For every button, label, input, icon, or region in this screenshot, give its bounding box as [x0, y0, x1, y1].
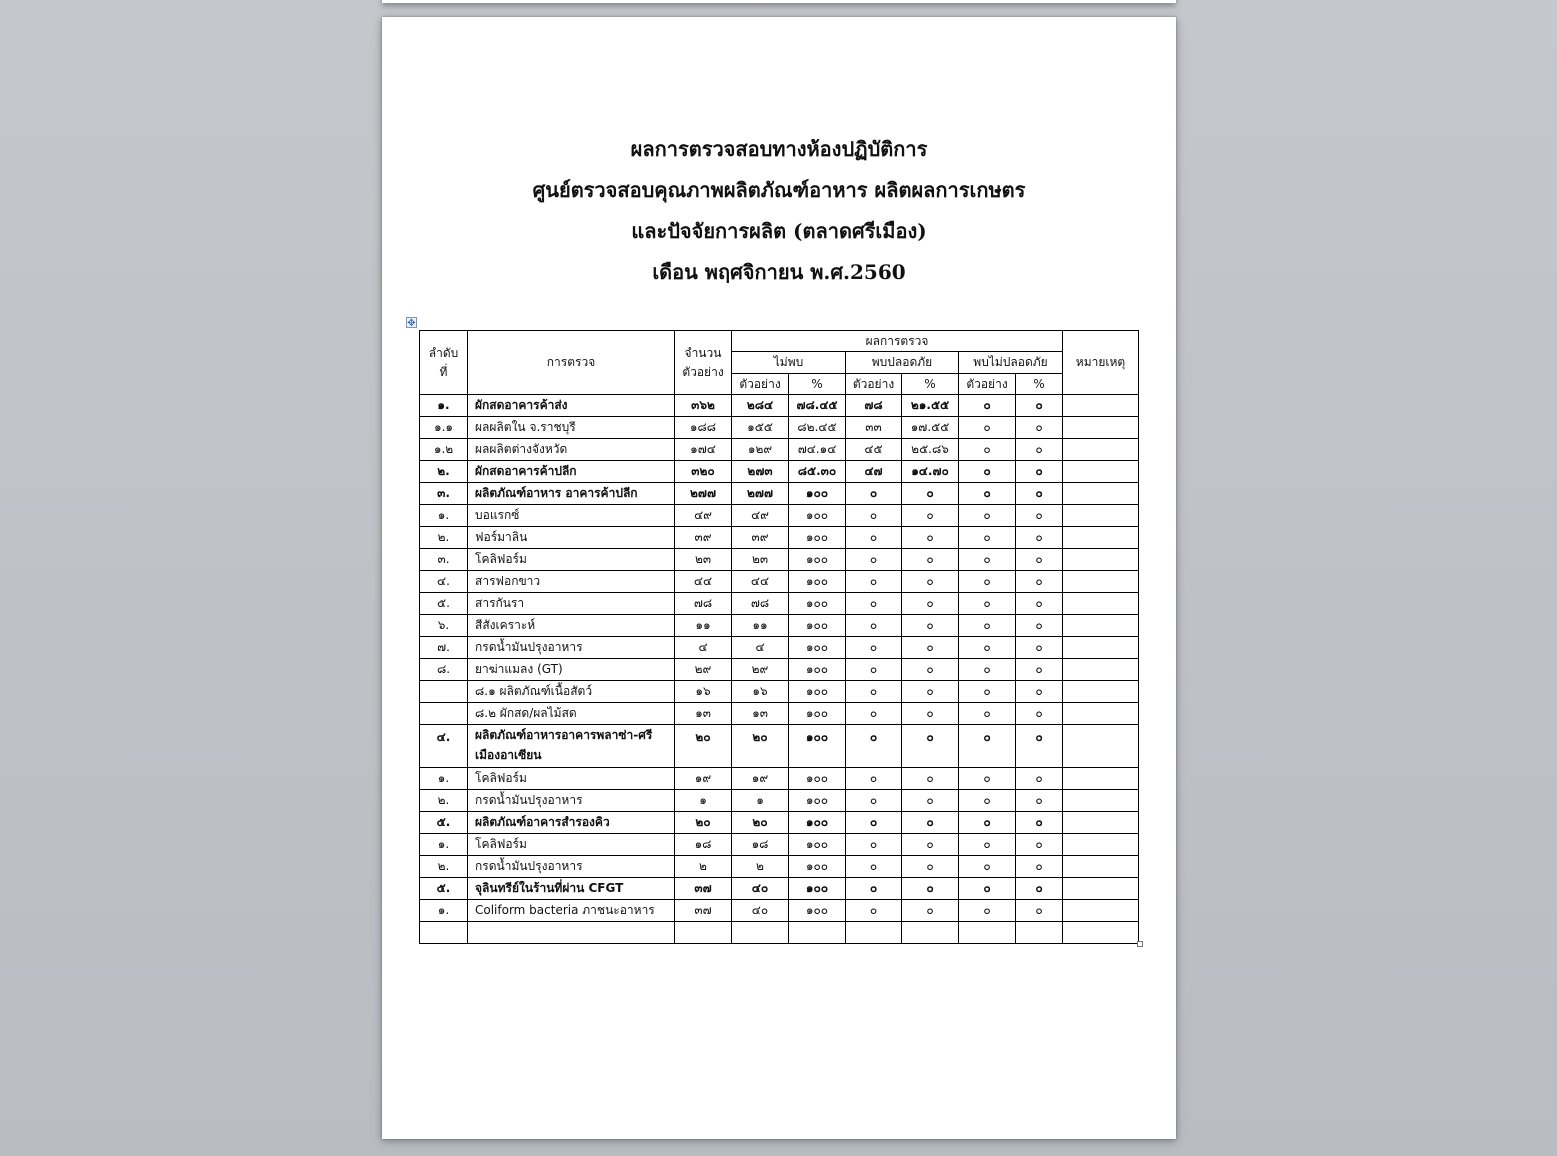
cell-found-unsafe-percent: ๐ [1016, 878, 1063, 900]
cell-found-unsafe-percent: ๐ [1016, 790, 1063, 812]
cell-count: ๒๙ [675, 659, 732, 681]
cell-remark [1063, 834, 1139, 856]
cell-found-unsafe-percent: ๐ [1016, 812, 1063, 834]
cell-found-unsafe-sample: ๐ [959, 615, 1016, 637]
table-row [420, 549, 1139, 571]
cell-not-found-percent [789, 922, 846, 944]
cell-not-found-percent: ๑๐๐ [789, 703, 846, 725]
table-row [420, 922, 1139, 944]
cell-inspection: ฟอร์มาลิน [468, 527, 675, 549]
cell-order: ๒. [420, 856, 468, 878]
header-results: ผลการตรวจ [732, 331, 1063, 352]
cell-not-found-percent: ๑๐๐ [789, 615, 846, 637]
cell-found-unsafe-percent: ๐ [1016, 703, 1063, 725]
cell-not-found-percent: ๑๐๐ [789, 812, 846, 834]
cell-count: ๒๗๗ [675, 483, 732, 505]
cell-inspection: โคลิฟอร์ม [468, 549, 675, 571]
table-row [420, 571, 1139, 593]
cell-inspection: ผลผลิตใน จ.ราชบุรี [468, 417, 675, 439]
cell-count: ๔๙ [675, 505, 732, 527]
cell-remark [1063, 659, 1139, 681]
cell-found-safe-sample: ๐ [846, 571, 902, 593]
cell-order: ๑. [420, 834, 468, 856]
cell-found-unsafe-sample: ๐ [959, 834, 1016, 856]
cell-found-unsafe-percent [1016, 922, 1063, 944]
cell-order: ๑. [420, 768, 468, 790]
cell-count: ๑๙ [675, 768, 732, 790]
cell-found-safe-sample: ๐ [846, 790, 902, 812]
cell-found-unsafe-sample: ๐ [959, 527, 1016, 549]
header-remarks: หมายเหตุ [1063, 331, 1139, 395]
cell-inspection: จุลินทรีย์ในร้านที่ผ่าน CFGT [468, 878, 675, 900]
cell-count: ๓๗ [675, 878, 732, 900]
cell-order: ๒. [420, 790, 468, 812]
cell-order: ๗. [420, 637, 468, 659]
cell-found-safe-sample: ๐ [846, 703, 902, 725]
cell-not-found-sample: ๔ [732, 637, 789, 659]
cell-not-found-sample: ๔๙ [732, 505, 789, 527]
cell-not-found-percent: ๑๐๐ [789, 834, 846, 856]
cell-found-unsafe-percent: ๐ [1016, 593, 1063, 615]
cell-order: ๓. [420, 549, 468, 571]
cell-order: ๕. [420, 812, 468, 834]
cell-found-unsafe-sample [959, 922, 1016, 944]
cell-remark [1063, 527, 1139, 549]
table-row [420, 483, 1139, 505]
cell-found-unsafe-percent: ๐ [1016, 417, 1063, 439]
cell-remark [1063, 878, 1139, 900]
cell-found-safe-sample: ๐ [846, 834, 902, 856]
cell-not-found-sample: ๒๓ [732, 549, 789, 571]
cell-inspection: ผลิตภัณฑ์อาคารสำรองคิว [468, 812, 675, 834]
cell-found-safe-percent: ๐ [902, 768, 959, 790]
cell-found-unsafe-percent: ๐ [1016, 505, 1063, 527]
cell-count: ๓๒๐ [675, 461, 732, 483]
cell-found-unsafe-percent: ๐ [1016, 681, 1063, 703]
cell-found-unsafe-percent: ๐ [1016, 549, 1063, 571]
cell-found-safe-percent: ๐ [902, 505, 959, 527]
cell-inspection: กรดน้ำมันปรุงอาหาร [468, 637, 675, 659]
cell-found-unsafe-percent: ๐ [1016, 659, 1063, 681]
cell-found-safe-sample: ๐ [846, 768, 902, 790]
cell-found-safe-percent: ๒๕.๘๖ [902, 439, 959, 461]
cell-not-found-percent: ๘๕.๓๐ [789, 461, 846, 483]
cell-found-unsafe-percent: ๐ [1016, 483, 1063, 505]
cell-found-unsafe-sample: ๐ [959, 439, 1016, 461]
cell-remark [1063, 922, 1139, 944]
cell-found-safe-sample: ๔๗ [846, 461, 902, 483]
cell-not-found-sample: ๒ [732, 856, 789, 878]
cell-found-safe-sample: ๗๘ [846, 395, 902, 417]
cell-inspection: สีสังเคราะห์ [468, 615, 675, 637]
cell-not-found-percent: ๑๐๐ [789, 483, 846, 505]
cell-found-safe-percent: ๐ [902, 878, 959, 900]
cell-order: ๑. [420, 900, 468, 922]
cell-not-found-percent: ๗๔.๑๔ [789, 439, 846, 461]
table-row [420, 615, 1139, 637]
cell-found-unsafe-sample: ๐ [959, 856, 1016, 878]
cell-found-unsafe-percent: ๐ [1016, 395, 1063, 417]
cell-order: ๑.๑ [420, 417, 468, 439]
header-not-found-sample: ตัวอย่าง [732, 374, 789, 395]
cell-found-safe-sample: ๐ [846, 483, 902, 505]
cell-found-unsafe-sample: ๐ [959, 395, 1016, 417]
cell-found-safe-sample: ๐ [846, 527, 902, 549]
cell-not-found-percent: ๑๐๐ [789, 878, 846, 900]
cell-inspection: บอแรกซ์ [468, 505, 675, 527]
cell-inspection: โคลิฟอร์ม [468, 834, 675, 856]
table-row [420, 681, 1139, 703]
cell-found-unsafe-percent: ๐ [1016, 439, 1063, 461]
cell-inspection: ผลิตภัณฑ์อาหารอาคารพลาซ่า-ศรีเมืองอาเซียน [468, 725, 675, 768]
cell-count: ๓๖๒ [675, 395, 732, 417]
cell-found-safe-sample: ๐ [846, 615, 902, 637]
cell-not-found-sample: ๓๙ [732, 527, 789, 549]
cell-order: ๔. [420, 571, 468, 593]
cell-found-unsafe-sample: ๐ [959, 790, 1016, 812]
cell-found-unsafe-percent: ๐ [1016, 461, 1063, 483]
cell-count [675, 922, 732, 944]
cell-found-safe-sample: ๓๓ [846, 417, 902, 439]
header-inspection: การตรวจ [468, 331, 675, 395]
cell-not-found-sample: ๑๕๕ [732, 417, 789, 439]
cell-inspection: ผักสดอาคารค้าปลีก [468, 461, 675, 483]
cell-remark [1063, 856, 1139, 878]
table-resize-handle[interactable] [1137, 941, 1143, 947]
cell-count: ๓๙ [675, 527, 732, 549]
table-row [420, 703, 1139, 725]
cell-not-found-percent: ๑๐๐ [789, 527, 846, 549]
cell-not-found-sample: ๒๗๓ [732, 461, 789, 483]
cell-not-found-percent: ๑๐๐ [789, 725, 846, 768]
header-order [420, 331, 468, 395]
table-row [420, 900, 1139, 922]
cell-remark [1063, 549, 1139, 571]
cell-inspection: สารกันรา [468, 593, 675, 615]
cell-not-found-sample: ๒๙ [732, 659, 789, 681]
document-page [382, 17, 1176, 1139]
cell-count: ๒ [675, 856, 732, 878]
cell-inspection: ๘.๑ ผลิตภัณฑ์เนื้อสัตว์ [468, 681, 675, 703]
cell-inspection: ๘.๒ ผักสด/ผลไม้สด [468, 703, 675, 725]
results-table-body [420, 395, 1139, 944]
table-row [420, 593, 1139, 615]
cell-remark [1063, 681, 1139, 703]
cell-remark [1063, 900, 1139, 922]
title-line-2: ศูนย์ตรวจสอบคุณภาพผลิตภัณฑ์อาหาร ผลิตผลการเกษตร [532, 178, 1026, 202]
cell-found-safe-sample [846, 922, 902, 944]
header-not-found-percent: % [789, 374, 846, 395]
cell-found-unsafe-sample: ๐ [959, 571, 1016, 593]
cell-not-found-sample: ๑๑ [732, 615, 789, 637]
cell-count: ๑๑ [675, 615, 732, 637]
cell-not-found-percent: ๑๐๐ [789, 505, 846, 527]
cell-found-unsafe-sample: ๐ [959, 593, 1016, 615]
table-row [420, 878, 1139, 900]
cell-remark [1063, 703, 1139, 725]
cell-remark [1063, 725, 1139, 768]
cell-not-found-sample: ๑๓ [732, 703, 789, 725]
cell-inspection: กรดน้ำมันปรุงอาหาร [468, 856, 675, 878]
cell-not-found-sample: ๒๐ [732, 725, 789, 768]
cell-not-found-sample: ๔๔ [732, 571, 789, 593]
cell-found-safe-percent: ๐ [902, 483, 959, 505]
cell-inspection: ผลิตภัณฑ์อาหาร อาคารค้าปลีก [468, 483, 675, 505]
cell-inspection: สารฟอกขาว [468, 571, 675, 593]
cell-found-safe-sample: ๐ [846, 681, 902, 703]
cell-found-unsafe-sample: ๐ [959, 703, 1016, 725]
cell-found-unsafe-sample: ๐ [959, 483, 1016, 505]
cell-remark [1063, 439, 1139, 461]
cell-order [420, 681, 468, 703]
cell-found-unsafe-percent: ๐ [1016, 900, 1063, 922]
cell-count: ๔ [675, 637, 732, 659]
cell-not-found-percent: ๑๐๐ [789, 681, 846, 703]
cell-not-found-percent: ๑๐๐ [789, 768, 846, 790]
cell-remark [1063, 768, 1139, 790]
cell-not-found-sample: ๔๐ [732, 900, 789, 922]
cell-found-unsafe-sample: ๐ [959, 549, 1016, 571]
cell-found-unsafe-sample: ๐ [959, 812, 1016, 834]
cell-not-found-percent: ๗๘.๔๕ [789, 395, 846, 417]
cell-order: ๑.๒ [420, 439, 468, 461]
header-count-line2: ตัวอย่าง [682, 364, 724, 379]
title-line-4: เดือน พฤศจิกายน พ.ศ.2560 [652, 260, 906, 284]
cell-found-safe-sample: ๐ [846, 505, 902, 527]
cell-found-safe-percent: ๑๔.๗๐ [902, 461, 959, 483]
cell-not-found-sample: ๔๐ [732, 878, 789, 900]
previous-page-edge [382, 0, 1176, 3]
cell-not-found-percent: ๑๐๐ [789, 571, 846, 593]
cell-found-safe-percent: ๐ [902, 659, 959, 681]
table-row [420, 417, 1139, 439]
cell-found-unsafe-percent: ๐ [1016, 637, 1063, 659]
cell-count: ๑ [675, 790, 732, 812]
cell-found-unsafe-sample: ๐ [959, 505, 1016, 527]
cell-found-safe-percent: ๐ [902, 681, 959, 703]
cell-found-unsafe-percent: ๐ [1016, 527, 1063, 549]
header-found-unsafe-sample: ตัวอย่าง [959, 374, 1016, 395]
header-found-safe-sample: ตัวอย่าง [846, 374, 902, 395]
table-row [420, 637, 1139, 659]
cell-not-found-sample: ๑๒๙ [732, 439, 789, 461]
cell-remark [1063, 593, 1139, 615]
table-row [420, 812, 1139, 834]
header-count [675, 331, 732, 395]
header-order-line1: ลำดับ [428, 345, 459, 360]
cell-remark [1063, 461, 1139, 483]
table-row [420, 461, 1139, 483]
cell-found-safe-percent: ๐ [902, 790, 959, 812]
cell-found-unsafe-percent: ๐ [1016, 768, 1063, 790]
cell-found-unsafe-sample: ๐ [959, 637, 1016, 659]
cell-found-safe-percent: ๒๑.๕๕ [902, 395, 959, 417]
cell-inspection: ยาฆ่าแมลง (GT) [468, 659, 675, 681]
table-row [420, 834, 1139, 856]
cell-order: ๕. [420, 878, 468, 900]
cell-not-found-percent: ๑๐๐ [789, 637, 846, 659]
cell-count: ๒๐ [675, 812, 732, 834]
cell-found-safe-percent: ๐ [902, 615, 959, 637]
cell-order: ๘. [420, 659, 468, 681]
cell-found-unsafe-percent: ๐ [1016, 856, 1063, 878]
table-row [420, 725, 1139, 768]
table-row [420, 856, 1139, 878]
cell-not-found-sample: ๒๗๗ [732, 483, 789, 505]
cell-not-found-percent: ๑๐๐ [789, 593, 846, 615]
table-row [420, 439, 1139, 461]
cell-found-safe-percent: ๐ [902, 549, 959, 571]
cell-count: ๑๘ [675, 834, 732, 856]
cell-found-unsafe-sample: ๐ [959, 725, 1016, 768]
cell-not-found-percent: ๘๒.๔๕ [789, 417, 846, 439]
cell-found-safe-percent: ๐ [902, 725, 959, 768]
title-line-1: ผลการตรวจสอบทางห้องปฏิบัติการ [630, 137, 928, 161]
cell-found-safe-sample: ๐ [846, 812, 902, 834]
header-count-line1: จำนวน [684, 345, 722, 360]
header-found-safe: พบปลอดภัย [846, 352, 959, 374]
cell-found-unsafe-percent: ๐ [1016, 571, 1063, 593]
cell-order: ๒. [420, 527, 468, 549]
cell-found-unsafe-percent: ๐ [1016, 834, 1063, 856]
header-found-unsafe-percent: % [1016, 374, 1063, 395]
cell-order: ๔. [420, 725, 468, 768]
cell-found-safe-sample: ๐ [846, 659, 902, 681]
cell-found-unsafe-sample: ๐ [959, 461, 1016, 483]
cell-order [420, 703, 468, 725]
cell-order: ๕. [420, 593, 468, 615]
cell-found-safe-percent: ๐ [902, 527, 959, 549]
cell-found-safe-percent: ๐ [902, 703, 959, 725]
cell-found-safe-sample: ๐ [846, 549, 902, 571]
cell-order [420, 922, 468, 944]
table-row [420, 395, 1139, 417]
cell-count: ๑๗๔ [675, 439, 732, 461]
cell-count: ๓๗ [675, 900, 732, 922]
table-move-handle-icon[interactable]: ✥ [407, 318, 416, 329]
cell-count: ๑๓ [675, 703, 732, 725]
cell-not-found-sample: ๑ [732, 790, 789, 812]
cell-inspection: โคลิฟอร์ม [468, 768, 675, 790]
cell-found-unsafe-sample: ๐ [959, 659, 1016, 681]
cell-count: ๒๓ [675, 549, 732, 571]
cell-count: ๗๘ [675, 593, 732, 615]
cell-found-unsafe-sample: ๐ [959, 900, 1016, 922]
cell-found-safe-percent: ๐ [902, 571, 959, 593]
table-row [420, 659, 1139, 681]
cell-remark [1063, 637, 1139, 659]
cell-found-safe-sample: ๔๕ [846, 439, 902, 461]
cell-inspection [468, 922, 675, 944]
cell-remark [1063, 812, 1139, 834]
cell-found-safe-percent: ๐ [902, 812, 959, 834]
cell-found-unsafe-sample: ๐ [959, 878, 1016, 900]
cell-not-found-sample [732, 922, 789, 944]
cell-not-found-sample: ๗๘ [732, 593, 789, 615]
header-found-safe-percent: % [902, 374, 959, 395]
cell-order: ๑. [420, 395, 468, 417]
header-not-found: ไม่พบ [732, 352, 846, 374]
table-row [420, 790, 1139, 812]
table-row [420, 768, 1139, 790]
cell-not-found-percent: ๑๐๐ [789, 790, 846, 812]
cell-not-found-sample: ๑๖ [732, 681, 789, 703]
cell-found-safe-percent: ๑๗.๕๕ [902, 417, 959, 439]
cell-not-found-percent: ๑๐๐ [789, 549, 846, 571]
cell-remark [1063, 483, 1139, 505]
cell-not-found-percent: ๑๐๐ [789, 856, 846, 878]
cell-found-safe-sample: ๐ [846, 856, 902, 878]
cell-found-unsafe-percent: ๐ [1016, 615, 1063, 637]
cell-remark [1063, 395, 1139, 417]
cell-order: ๖. [420, 615, 468, 637]
cell-found-safe-sample: ๐ [846, 593, 902, 615]
cell-not-found-sample: ๒๐ [732, 812, 789, 834]
document-title [382, 129, 1176, 293]
results-table [419, 330, 1139, 944]
cell-found-unsafe-percent: ๐ [1016, 725, 1063, 768]
cell-found-safe-percent: ๐ [902, 637, 959, 659]
cell-count: ๑๘๘ [675, 417, 732, 439]
cell-remark [1063, 505, 1139, 527]
cell-found-safe-percent: ๐ [902, 900, 959, 922]
cell-order: ๓. [420, 483, 468, 505]
cell-remark [1063, 790, 1139, 812]
cell-count: ๔๔ [675, 571, 732, 593]
cell-remark [1063, 615, 1139, 637]
cell-found-unsafe-sample: ๐ [959, 417, 1016, 439]
cell-remark [1063, 417, 1139, 439]
table-row [420, 505, 1139, 527]
header-found-unsafe: พบไม่ปลอดภัย [959, 352, 1063, 374]
cell-count: ๒๐ [675, 725, 732, 768]
cell-found-safe-sample: ๐ [846, 878, 902, 900]
table-row [420, 527, 1139, 549]
cell-not-found-sample: ๑๘ [732, 834, 789, 856]
cell-found-unsafe-sample: ๐ [959, 768, 1016, 790]
cell-found-safe-percent: ๐ [902, 593, 959, 615]
title-line-3: และปัจจัยการผลิต (ตลาดศรีเมือง) [631, 219, 927, 243]
cell-order: ๑. [420, 505, 468, 527]
cell-remark [1063, 571, 1139, 593]
cell-found-safe-percent: ๐ [902, 834, 959, 856]
cell-inspection: Coliform bacteria ภาชนะอาหาร [468, 900, 675, 922]
cell-found-safe-percent: ๐ [902, 856, 959, 878]
cell-count: ๑๖ [675, 681, 732, 703]
cell-not-found-percent: ๑๐๐ [789, 659, 846, 681]
cell-found-safe-sample: ๐ [846, 725, 902, 768]
cell-inspection: กรดน้ำมันปรุงอาหาร [468, 790, 675, 812]
header-order-line2: ที่ [439, 364, 448, 379]
cell-order: ๒. [420, 461, 468, 483]
cell-not-found-sample: ๑๙ [732, 768, 789, 790]
cell-not-found-sample: ๒๘๔ [732, 395, 789, 417]
cell-inspection: ผักสดอาคารค้าส่ง [468, 395, 675, 417]
cell-not-found-percent: ๑๐๐ [789, 900, 846, 922]
cell-found-safe-sample: ๐ [846, 637, 902, 659]
cell-found-safe-sample: ๐ [846, 900, 902, 922]
cell-found-safe-percent [902, 922, 959, 944]
cell-inspection: ผลผลิตต่างจังหวัด [468, 439, 675, 461]
cell-found-unsafe-sample: ๐ [959, 681, 1016, 703]
